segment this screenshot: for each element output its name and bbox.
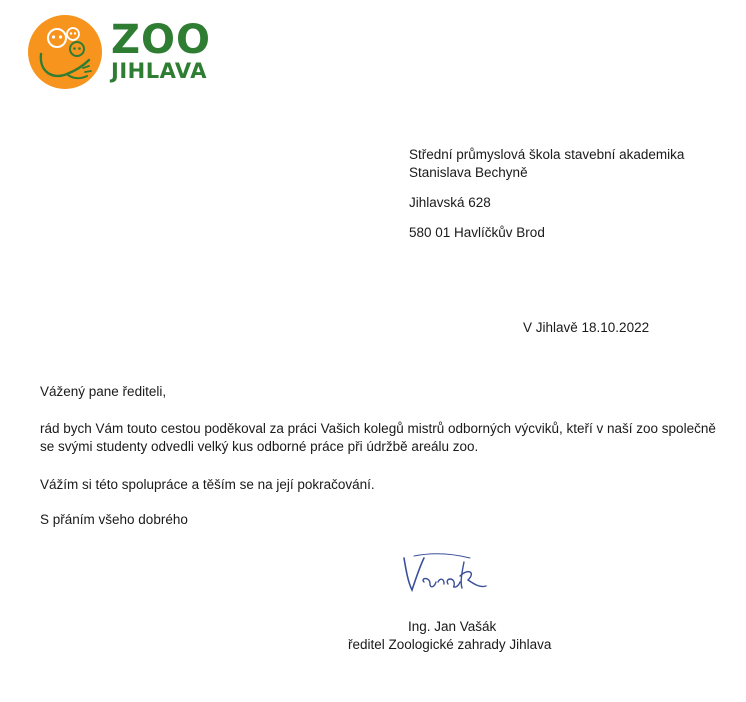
letter-date: V Jihlavě 18.10.2022 <box>523 320 650 335</box>
letter-paragraph-1 <box>40 420 730 456</box>
recipient-street: Jihlavská 628 <box>409 195 491 210</box>
handwritten-signature <box>394 548 494 598</box>
signatory-name: Ing. Jan Vašák <box>408 619 497 634</box>
logo-city-text: JIHLAVA <box>111 59 207 83</box>
logo-wordmark <box>111 17 212 83</box>
recipient-address <box>409 146 684 242</box>
paragraph-1-line-2: se svými studenty odvedli velký kus odborné práce při údržbě areálu zoo. <box>40 439 479 454</box>
zoo-logo <box>27 14 217 90</box>
zoo-emblem-icon <box>27 14 103 90</box>
letter-paragraph-2: Vážím si této spolupráce a těším se na její pokračování. <box>40 477 375 492</box>
letter-greeting: Vážený pane řediteli, <box>40 384 167 399</box>
letter-closing: S přáním všeho dobrého <box>40 512 188 527</box>
recipient-line-1: Střední průmyslová škola stavební akademika <box>409 147 685 162</box>
recipient-line-2: Stanislava Bechyně <box>409 165 528 180</box>
signatory-title: ředitel Zoologické zahrady Jihlava <box>348 637 552 652</box>
paragraph-1-line-1: rád bych Vám touto cestou poděkoval za práci Vašich kolegů mistrů odborných výcviků, kteří v naší zoo společně <box>40 421 716 436</box>
recipient-city: 580 01 Havlíčkův Brod <box>409 225 545 240</box>
logo-zoo-text: ZOO <box>111 17 212 63</box>
